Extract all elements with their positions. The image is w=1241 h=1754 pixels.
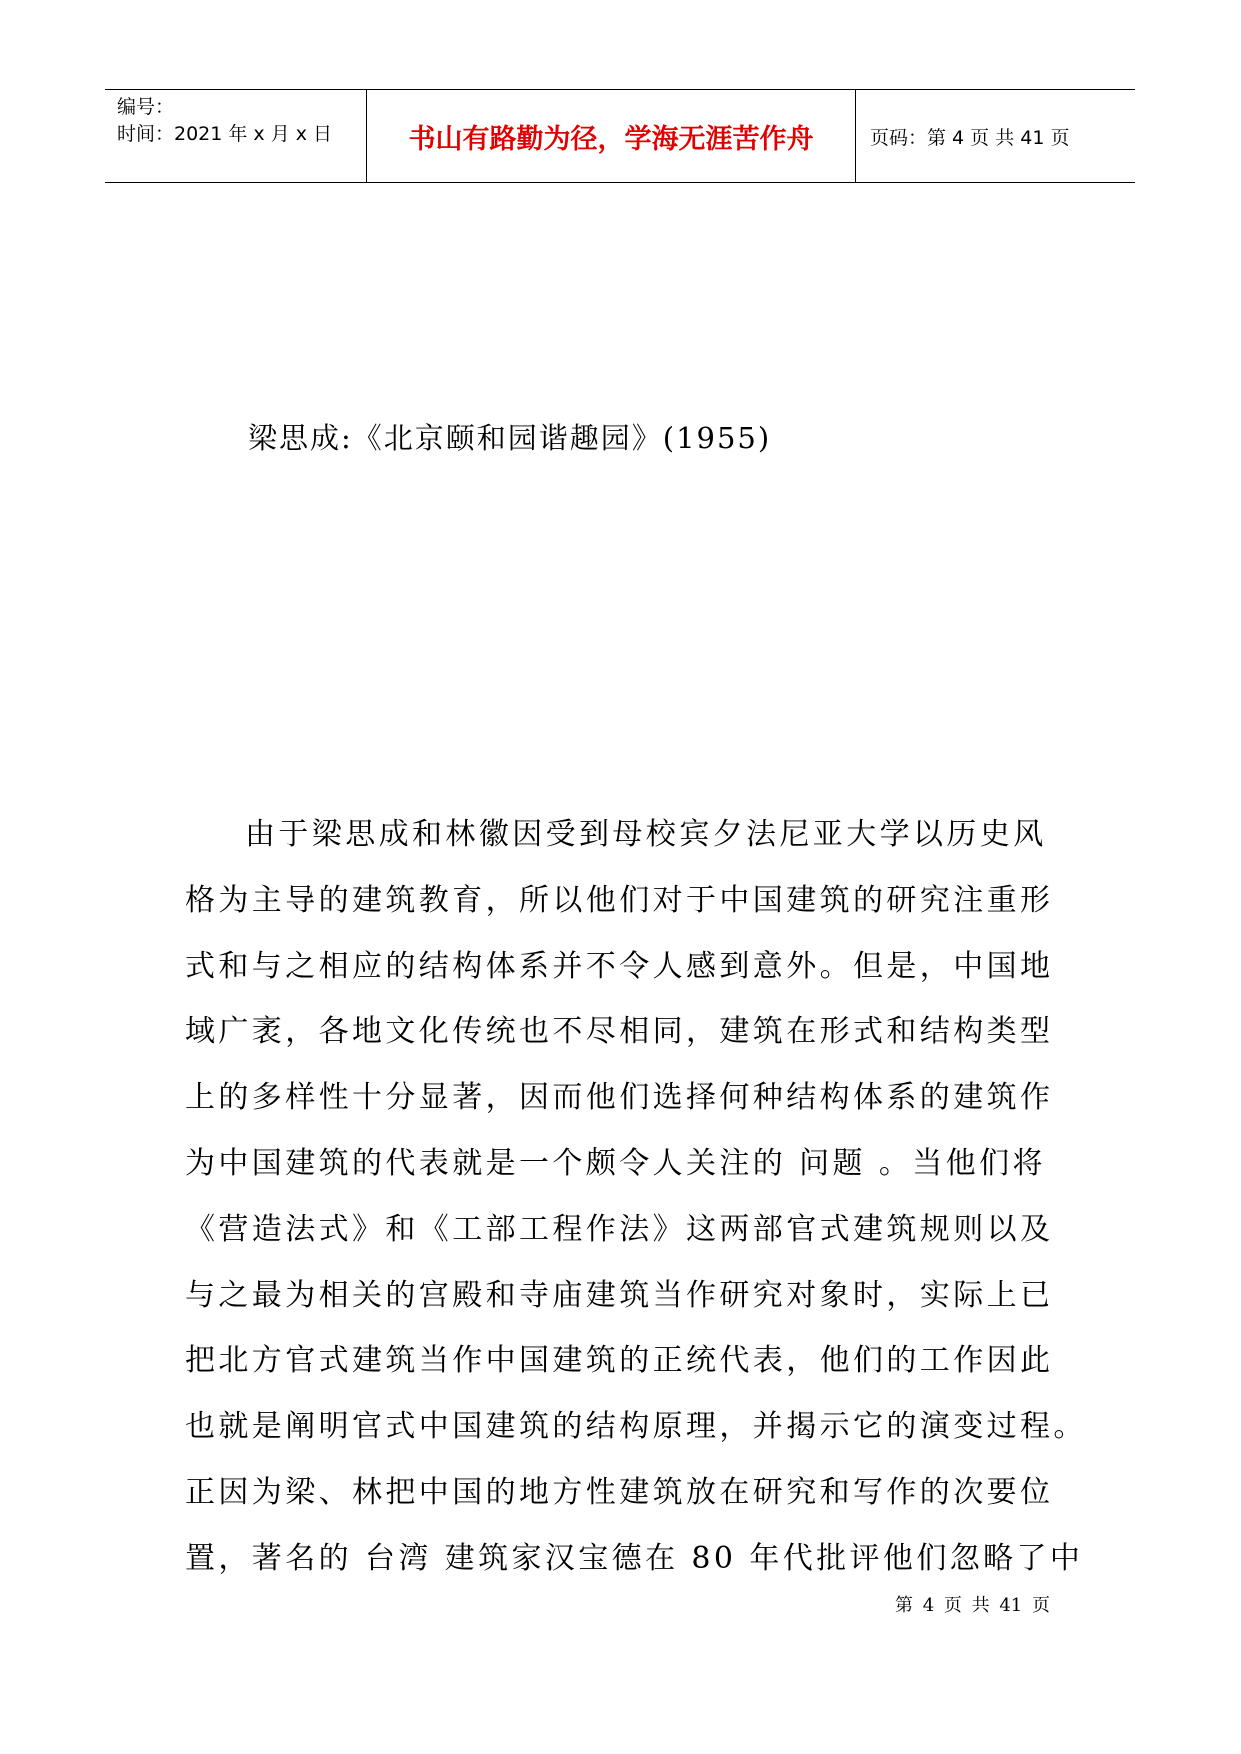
body-line: 上的多样性十分显著，因而他们选择何种结构体系的建筑作 (185, 1080, 1054, 1116)
header-page-code: 页码：第 4 页 共 41 页 (870, 126, 1070, 149)
body-line: 为中国建筑的代表就是一个颇令人关注的 问题 。当他们将 (185, 1145, 1046, 1181)
body-line: 正因为梁、林把中国的地方性建筑放在研究和写作的次要位 (185, 1474, 1054, 1510)
section-heading: 梁思成:《北京颐和园谐趣园》(1955) (248, 421, 772, 455)
number-label: 编号： (117, 96, 175, 118)
header-motto: 书山有路勤为径，学海无涯苦作舟 (367, 90, 856, 182)
body-line: 《营造法式》和《工部工程作法》这两部官式建筑规则以及 (185, 1211, 1054, 1247)
body-line: 把北方官式建筑当作中国建筑的正统代表，他们的工作因此 (185, 1343, 1054, 1379)
body-line: 也就是阐明官式中国建筑的结构原理，并揭示它的演变过程。 (185, 1409, 1087, 1445)
body-line: 式和与之相应的结构体系并不令人感到意外。但是，中国地 (185, 948, 1054, 984)
page-footer: 第 4 页 共 41 页 (895, 1595, 1050, 1616)
body-line: 由于梁思成和林徽因受到母校宾夕法尼亚大学以历史风 (245, 817, 1047, 852)
header-meta (105, 90, 367, 182)
body-line: 格为主导的建筑教育，所以他们对于中国建筑的研究注重形 (185, 882, 1054, 918)
time-label: 时间：2021 年 x 月 x 日 (117, 123, 333, 145)
body-line: 与之最为相关的宫殿和寺庙建筑当作研究对象时，实际上已 (185, 1277, 1054, 1313)
body-line: 置，著名的 台湾 建筑家汉宝德在 80 年代批评他们忽略了中 (185, 1540, 1084, 1576)
body-line: 域广袤，各地文化传统也不尽相同，建筑在形式和结构类型 (185, 1014, 1054, 1050)
body-paragraph (185, 802, 1087, 1592)
page-header (105, 89, 1135, 183)
